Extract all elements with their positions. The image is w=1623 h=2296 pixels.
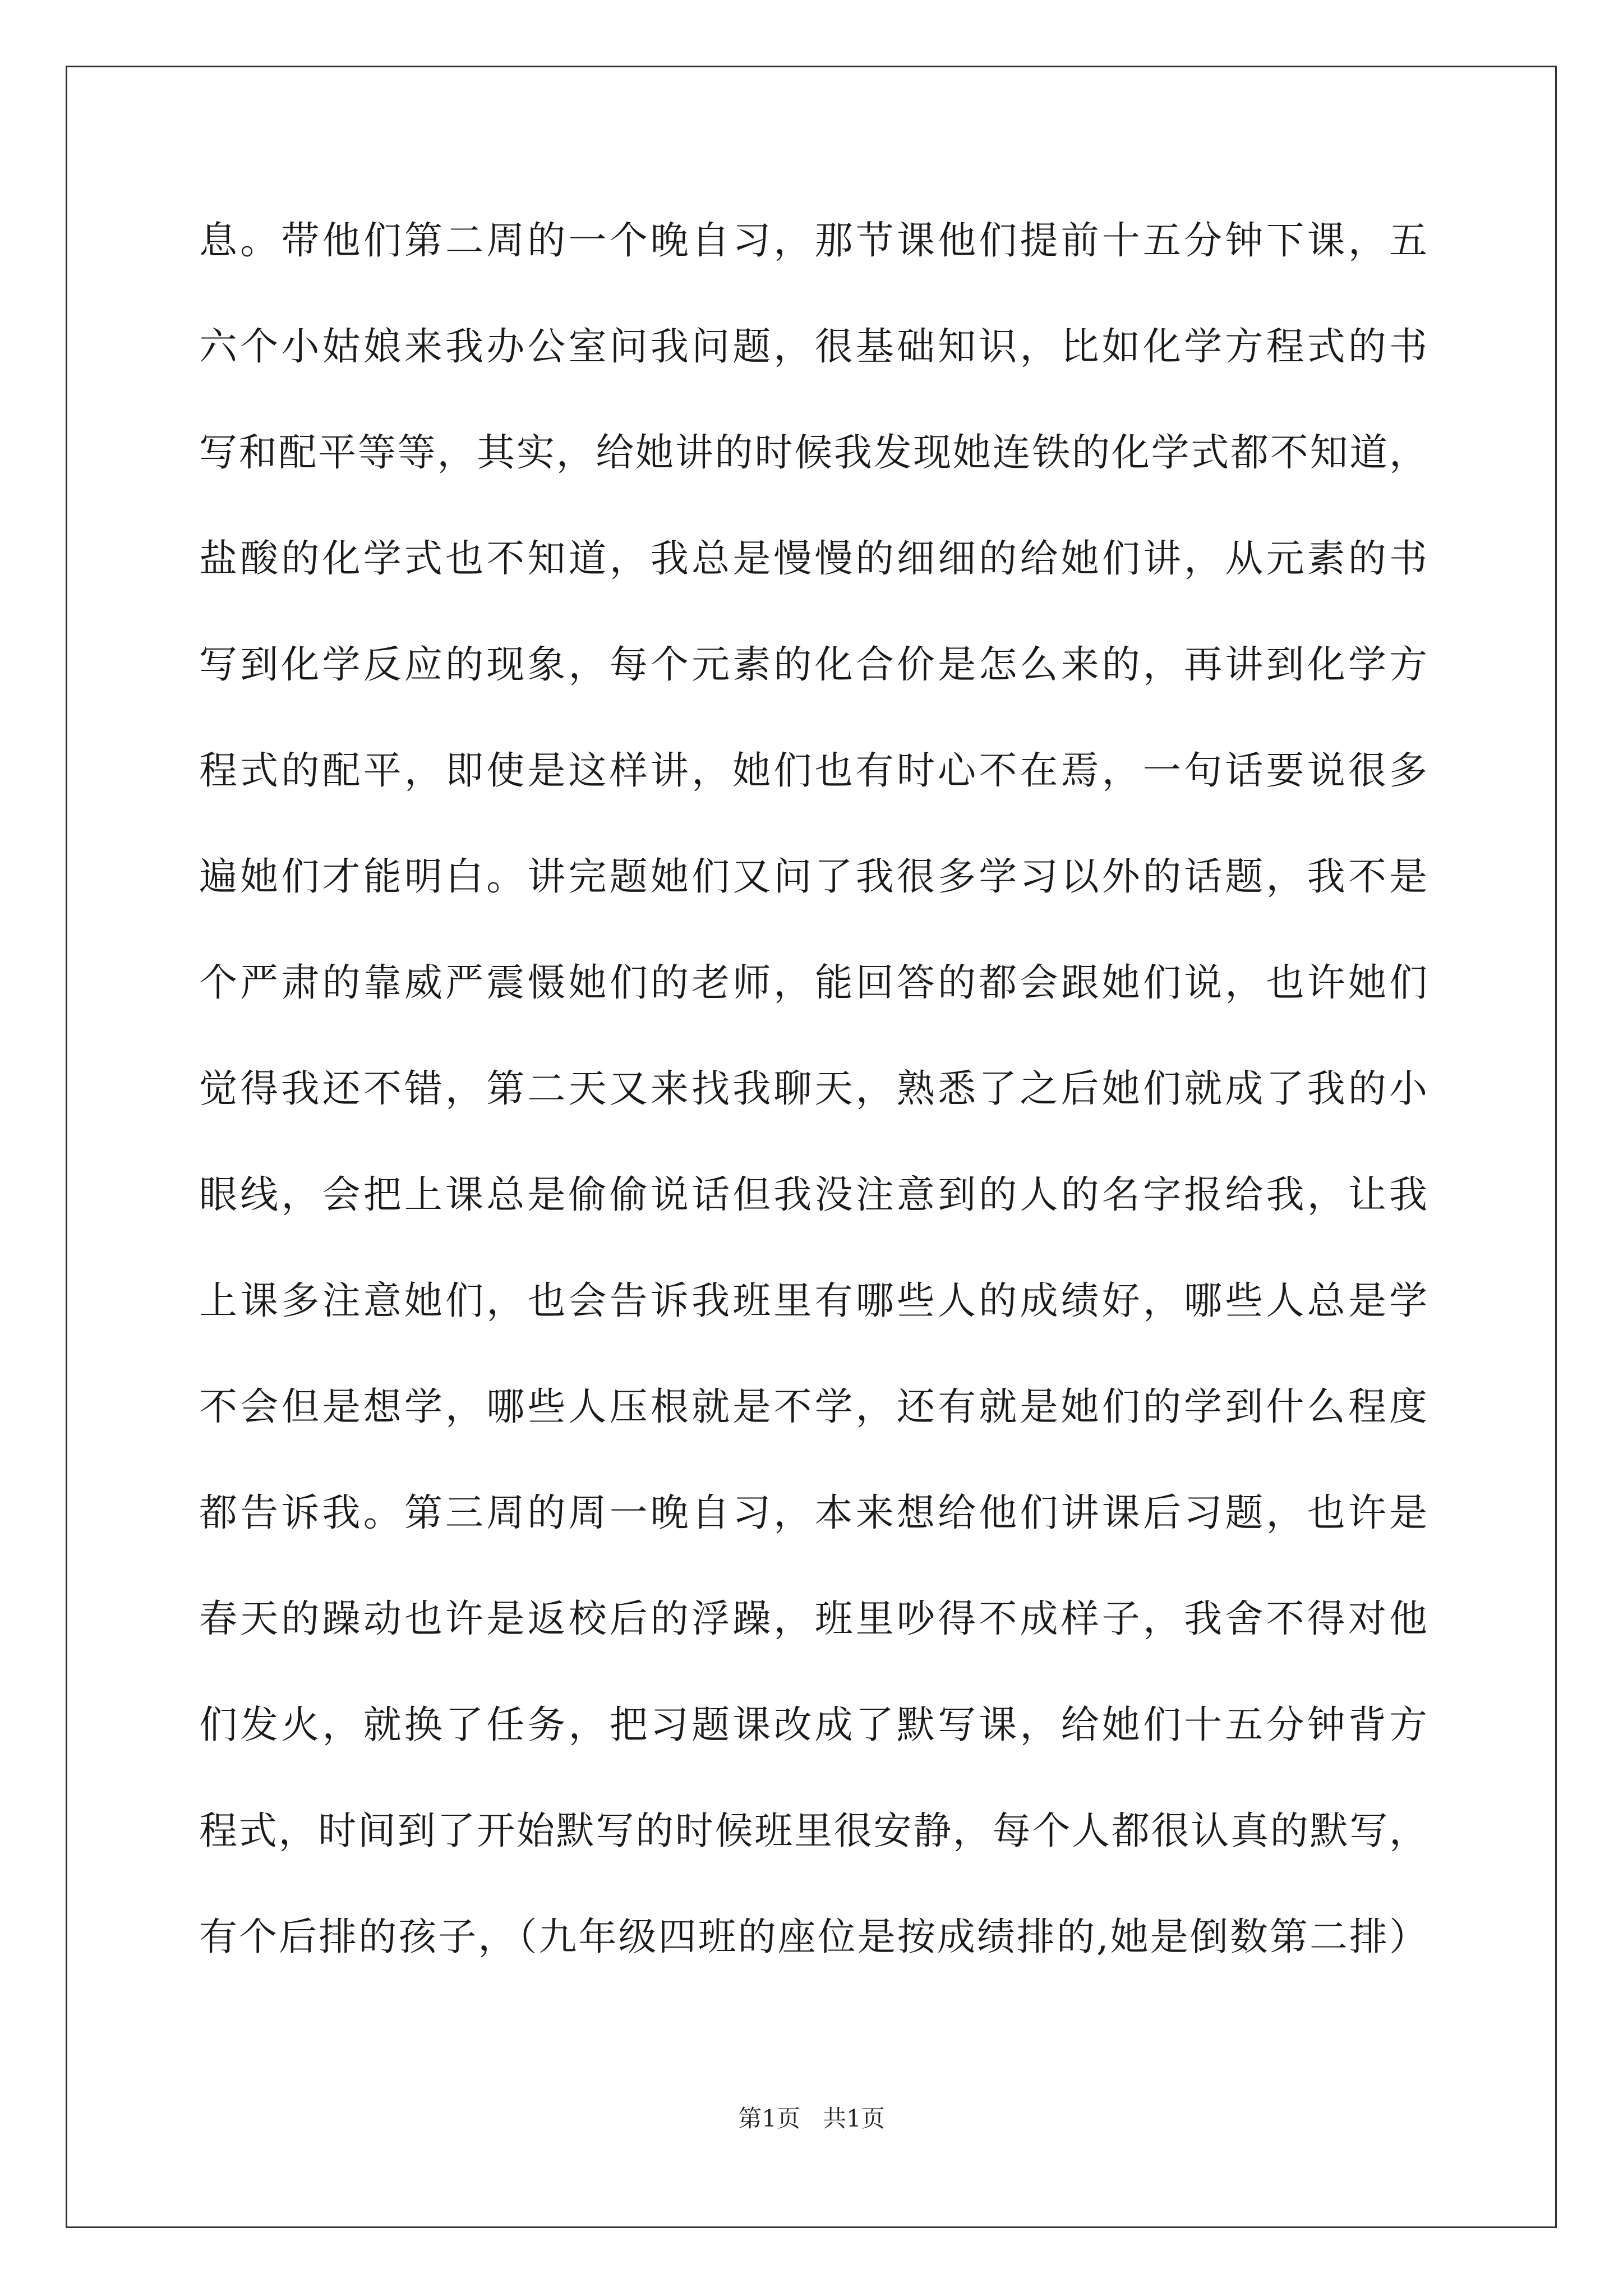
text-line: 个严肃的靠威严震慑她们的老师，能回答的都会跟她们说，也许她们 [199, 961, 1427, 1005]
text-line: 写和配平等等，其实，给她讲的时候我发现她连铁的化学式都不知道， [199, 431, 1427, 475]
text-line: 程式，时间到了开始默写的时候班里很安静，每个人都很认真的默写， [199, 1809, 1427, 1853]
text-line: 不会但是想学，哪些人压根就是不学，还有就是她们的学到什么程度 [199, 1385, 1427, 1429]
text-line: 们发火，就换了任务，把习题课改成了默写课，给她们十五分钟背方 [199, 1703, 1427, 1747]
text-line: 有个后排的孩子，（九年级四班的座位是按成绩排的,她是倒数第二排） [199, 1915, 1427, 1959]
text-line: 写到化学反应的现象，每个元素的化合价是怎么来的，再讲到化学方 [199, 643, 1427, 687]
text-line: 程式的配平，即使是这样讲，她们也有时心不在焉，一句话要说很多 [199, 749, 1427, 793]
text-line: 觉得我还不错，第二天又来找我聊天，熟悉了之后她们就成了我的小 [199, 1067, 1427, 1111]
text-line: 都告诉我。第三周的周一晚自习，本来想给他们讲课后习题，也许是 [199, 1491, 1427, 1535]
text-line: 春天的躁动也许是返校后的浮躁，班里吵得不成样子，我舍不得对他 [199, 1597, 1427, 1641]
text-line: 上课多注意她们，也会告诉我班里有哪些人的成绩好，哪些人总是学 [199, 1279, 1427, 1323]
text-line: 六个小姑娘来我办公室问我问题，很基础知识，比如化学方程式的书 [199, 325, 1427, 369]
text-line: 盐酸的化学式也不知道，我总是慢慢的细细的给她们讲，从元素的书 [199, 537, 1427, 581]
document-body [199, 213, 1427, 2016]
text-line: 息。带他们第二周的一个晚自习，那节课他们提前十五分钟下课，五 [199, 219, 1427, 263]
page-number-footer: 第1页 共1页 [738, 2105, 885, 2132]
text-line: 眼线，会把上课总是偷偷说话但我没注意到的人的名字报给我，让我 [199, 1173, 1427, 1217]
text-line: 遍她们才能明白。讲完题她们又问了我很多学习以外的话题，我不是 [199, 855, 1427, 899]
